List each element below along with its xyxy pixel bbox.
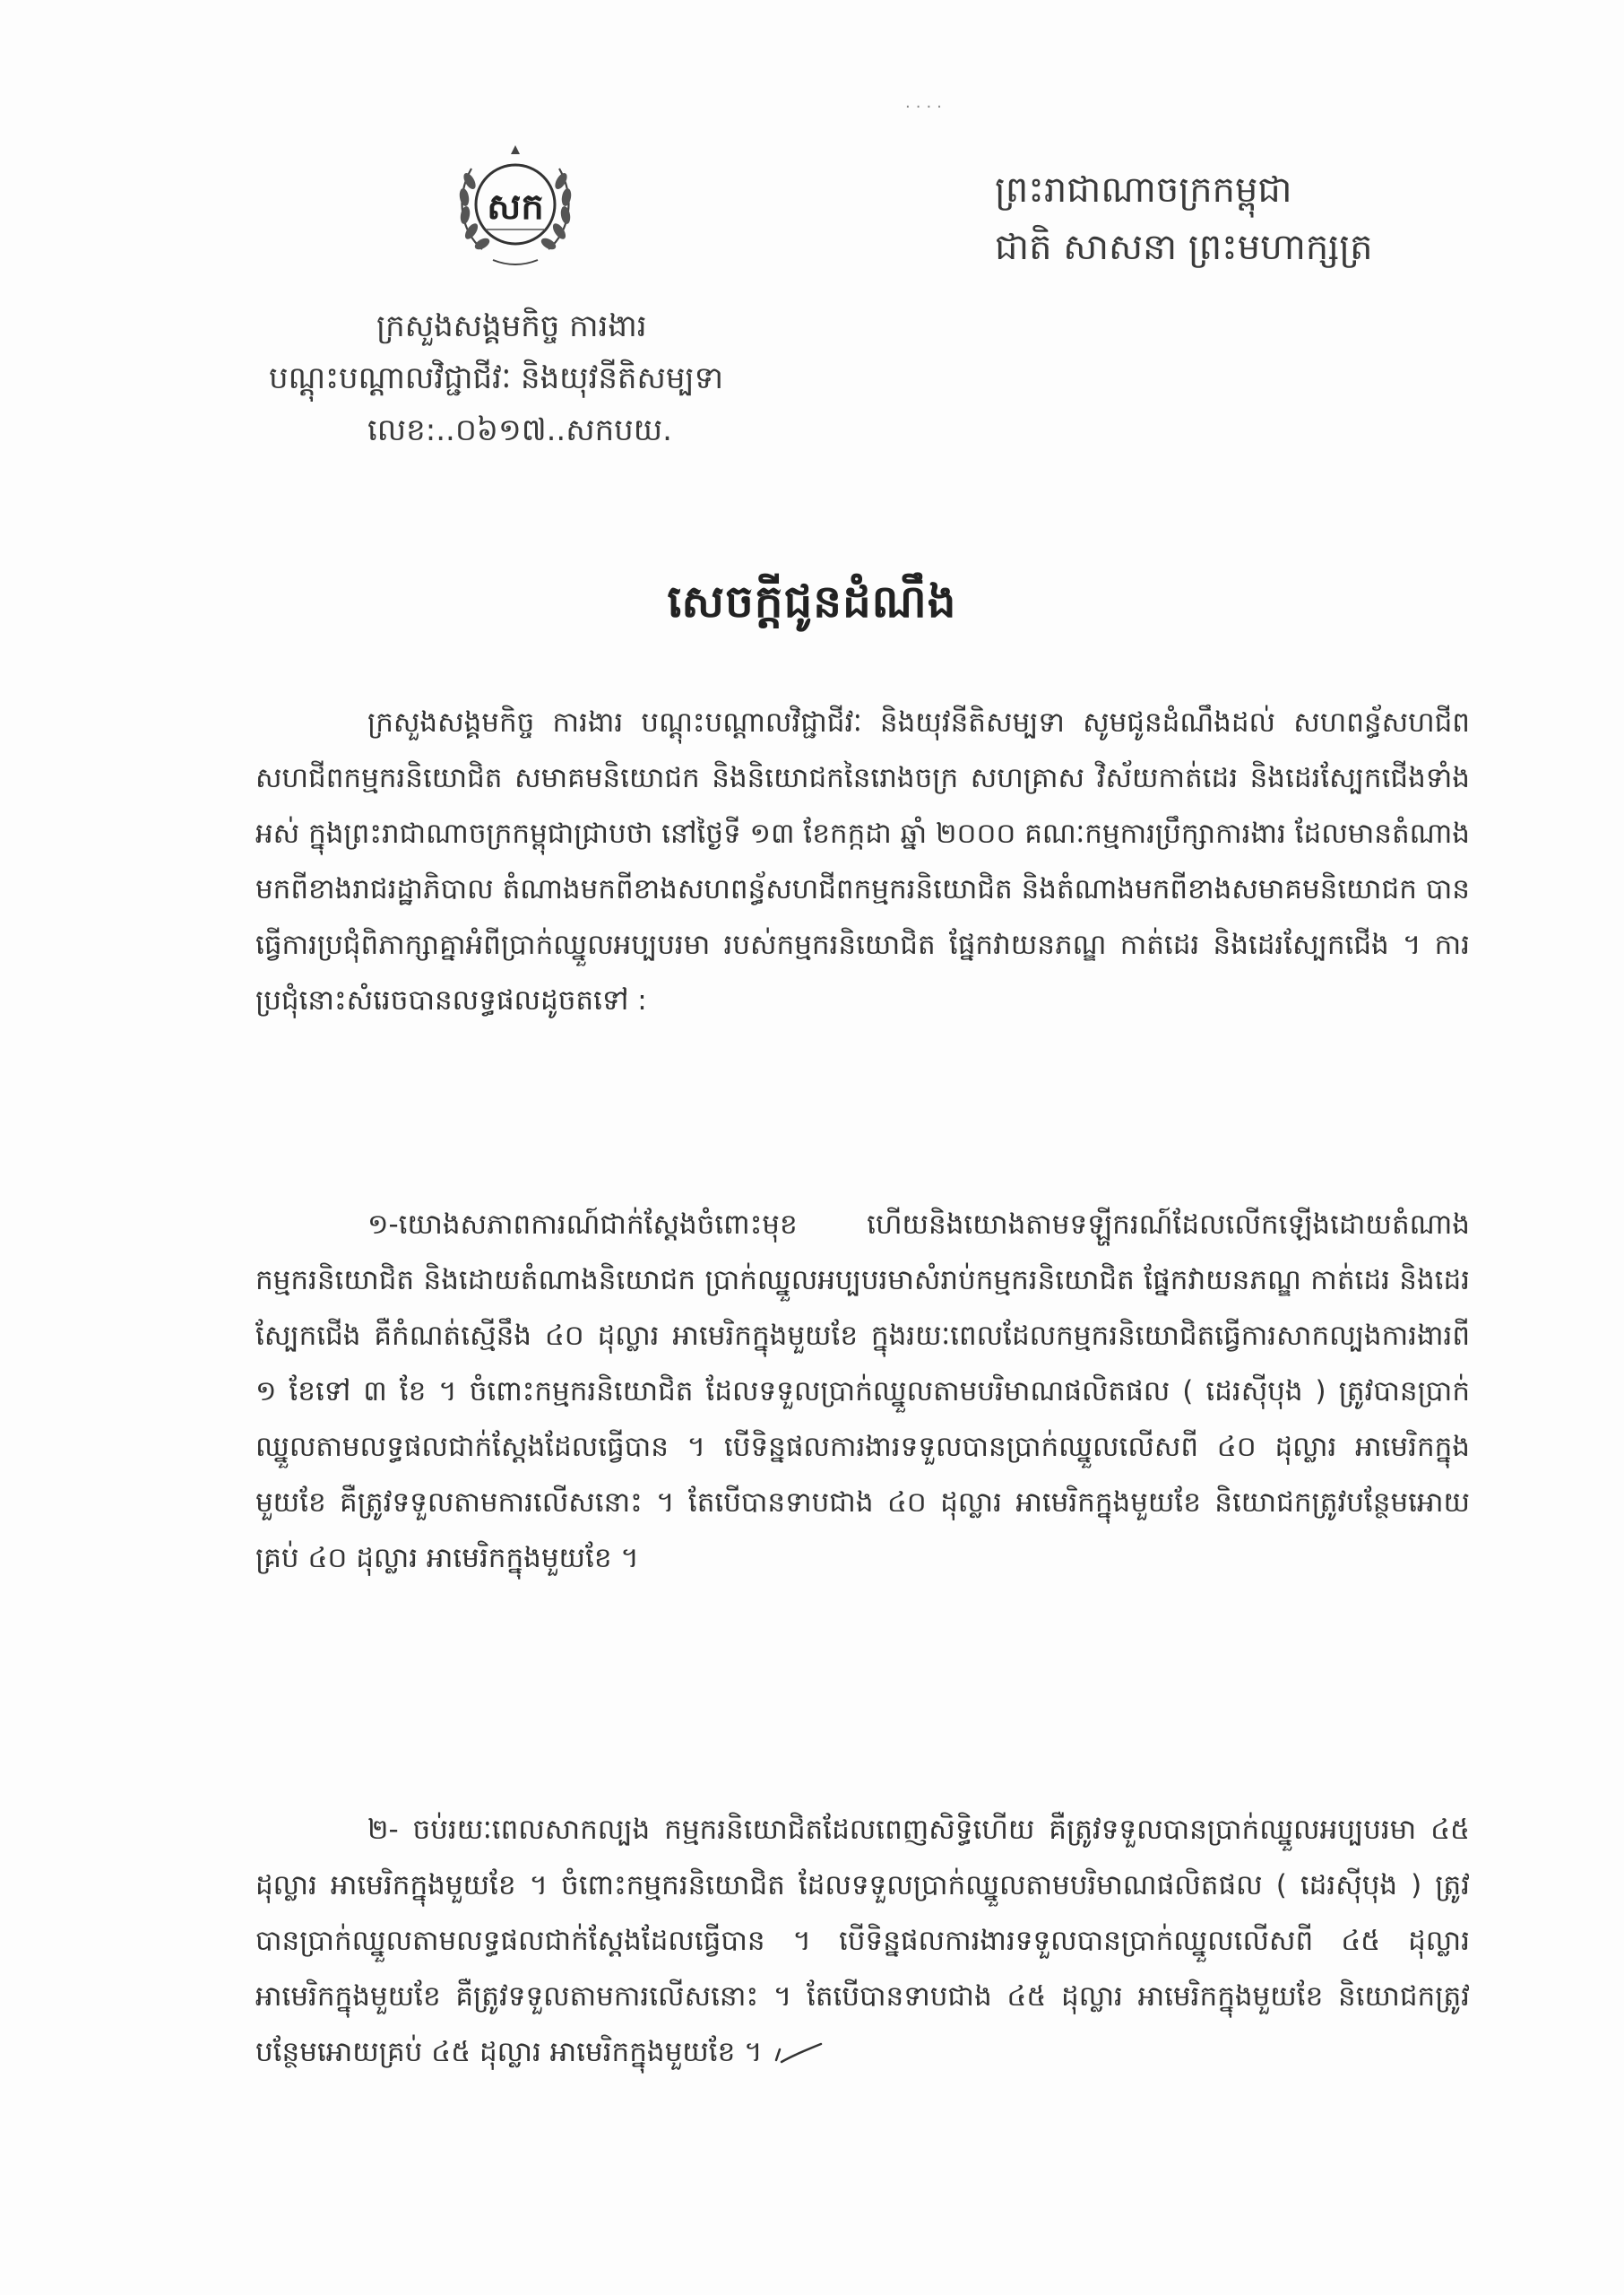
- ministry-name: ក្រសួងសង្គមកិច្ច ការងារ: [376, 308, 647, 344]
- point-2-text: ២- ចប់រយៈពេលសាកល្បង កម្មករនិយោជិតដែលពេញសិទ្ធិហើយ គឺត្រូវទទួលបានប្រាក់ឈ្នួលអប្បបរមា ៤៥ ដុល្លារ អាមេរិកក្នុងមួយខែ ។ ចំពោះកម្មករនិយោជិត ដែលទទួលប្រាក់ឈ្នួលតាមបរិមាណផលិតផល ( ដេរស៊ីបុង ) ត្រូវបានប្រាក់ឈ្នួលតាមលទ្ធផលជាក់ស្តែងដែលធ្វើបាន ។ បើទិន្នផលការងារទទួលបានប្រាក់ឈ្នួលលើសពី ៤៥ ដុល្លារ អាមេរិកក្នុងមួយខែ គឺត្រូវទទួលតាមការលើសនោះ ។ តែបើបានទាបជាង ៤៥ ដុល្លារ អាមេរិកក្នុងមួយខែ និយោជកត្រូវបន្ថែមអោយគ្រប់ ៤៥ ដុល្លារ អាមេរិកក្នុងមួយខែ ។: [255, 1814, 1470, 2068]
- scan-artifact: ....: [905, 93, 947, 112]
- point-1-paragraph: [255, 1197, 1470, 1586]
- document-title: សេចក្តីជូនដំណឹង: [667, 576, 957, 628]
- ministry-header: [269, 300, 896, 456]
- point-1-text: ១-យោងសភាពការណ៍ជាក់ស្តែងចំពោះមុខ ហើយនិងយោងតាមទឡ្ហីករណ៍ដែលលើកឡើងដោយតំណាងកម្មករនិយោជិត និងដោយតំណាងនិយោជក ប្រាក់ឈ្នួលអប្បបរមាសំរាប់កម្មករនិយោជិត ផ្នែកវាយនភណ្ឌ កាត់ដេរ និងដេរស្បែកជើង គឺកំណត់ស្មើនឹង ៤០ ដុល្លារ អាមេរិកក្នុងមួយខែ ក្នុងរយៈពេលដែលកម្មករនិយោជិតធ្វើការសាកល្បងការងារពី ១ ខែទៅ ៣ ខែ ។ ចំពោះកម្មករនិយោជិត ដែលទទួលប្រាក់ឈ្នួលតាមបរិមាណផលិតផល ( ដេរស៊ីបុង ) ត្រូវបានប្រាក់ឈ្នួលតាមលទ្ធផលជាក់ស្តែងដែលធ្វើបាន ។ បើទិន្នផលការងារទទួលបានប្រាក់ឈ្នួលលើសពី ៤០ ដុល្លារ អាមេរិកក្នុងមួយខែ គឺត្រូវទទួលតាមការលើសនោះ ។ តែបើបានទាបជាង ៤០ ដុល្លារ អាមេរិកក្នុងមួយខែ និយោជកត្រូវបន្ថែមអោយគ្រប់ ៤០ ដុល្លារ អាមេរិកក្នុងមួយខែ ។: [255, 1208, 1470, 1574]
- motto-nation-religion-king: ជាតិ សាសនា ព្រះមហាក្សត្រ: [995, 227, 1373, 268]
- ministry-logo-icon: [448, 134, 583, 273]
- intro-paragraph: [255, 695, 1470, 1028]
- initial-mark-icon: [771, 2040, 825, 2067]
- logo-text: សក: [487, 186, 544, 228]
- ministry-subtitle: បណ្តុះបណ្តាលវិជ្ជាជីវៈ និងយុវនីតិសម្បទា: [269, 360, 723, 396]
- intro-text: ក្រសួងសង្គមកិច្ច ការងារ បណ្តុះបណ្តាលវិជ្ជាជីវៈ និងយុវនីតិសម្បទា សូមជូនដំណឹងដល់ សហពន្ធ័សហជីព សហជីពកម្មករនិយោជិត សមាគមនិយោជក និងនិយោជកនៃរោងចក្រ សហគ្រាស វិស័យកាត់ដេរ និងដេរស្បែកជើងទាំងអស់ ក្នុងព្រះរាជាណាចក្រកម្ពុជាជ្រាបថា នៅថ្ងៃទី ១៣ ខែកក្កដា ឆ្នាំ ២០០០ គណៈកម្មការប្រឹក្សាការងារ ដែលមានតំណាងមកពីខាងរាជរដ្ឋាភិបាល តំណាងមកពីខាងសហពន្ធ័សហជីពកម្មករនិយោជិត និងតំណាងមកពីខាងសមាគមនិយោជក បានធ្វើការប្រជុំពិភាក្សាគ្នាអំពីប្រាក់ឈ្នួលអប្បបរមា របស់កម្មករនិយោជិត ផ្នែកវាយនភណ្ឌ កាត់ដេរ និងដេរស្បែកជើង ។ ការប្រជុំនោះសំរេចបានលទ្ធផលដូចតទៅ :: [255, 706, 1470, 1017]
- motto-kingdom: ព្រះរាជាណាចក្រកម្ពុជា: [995, 169, 1292, 211]
- point-2-paragraph: [255, 1802, 1470, 2080]
- national-motto: [995, 161, 1497, 276]
- document-number: លេខ:..០៦១៧..សកបយ.: [367, 412, 672, 448]
